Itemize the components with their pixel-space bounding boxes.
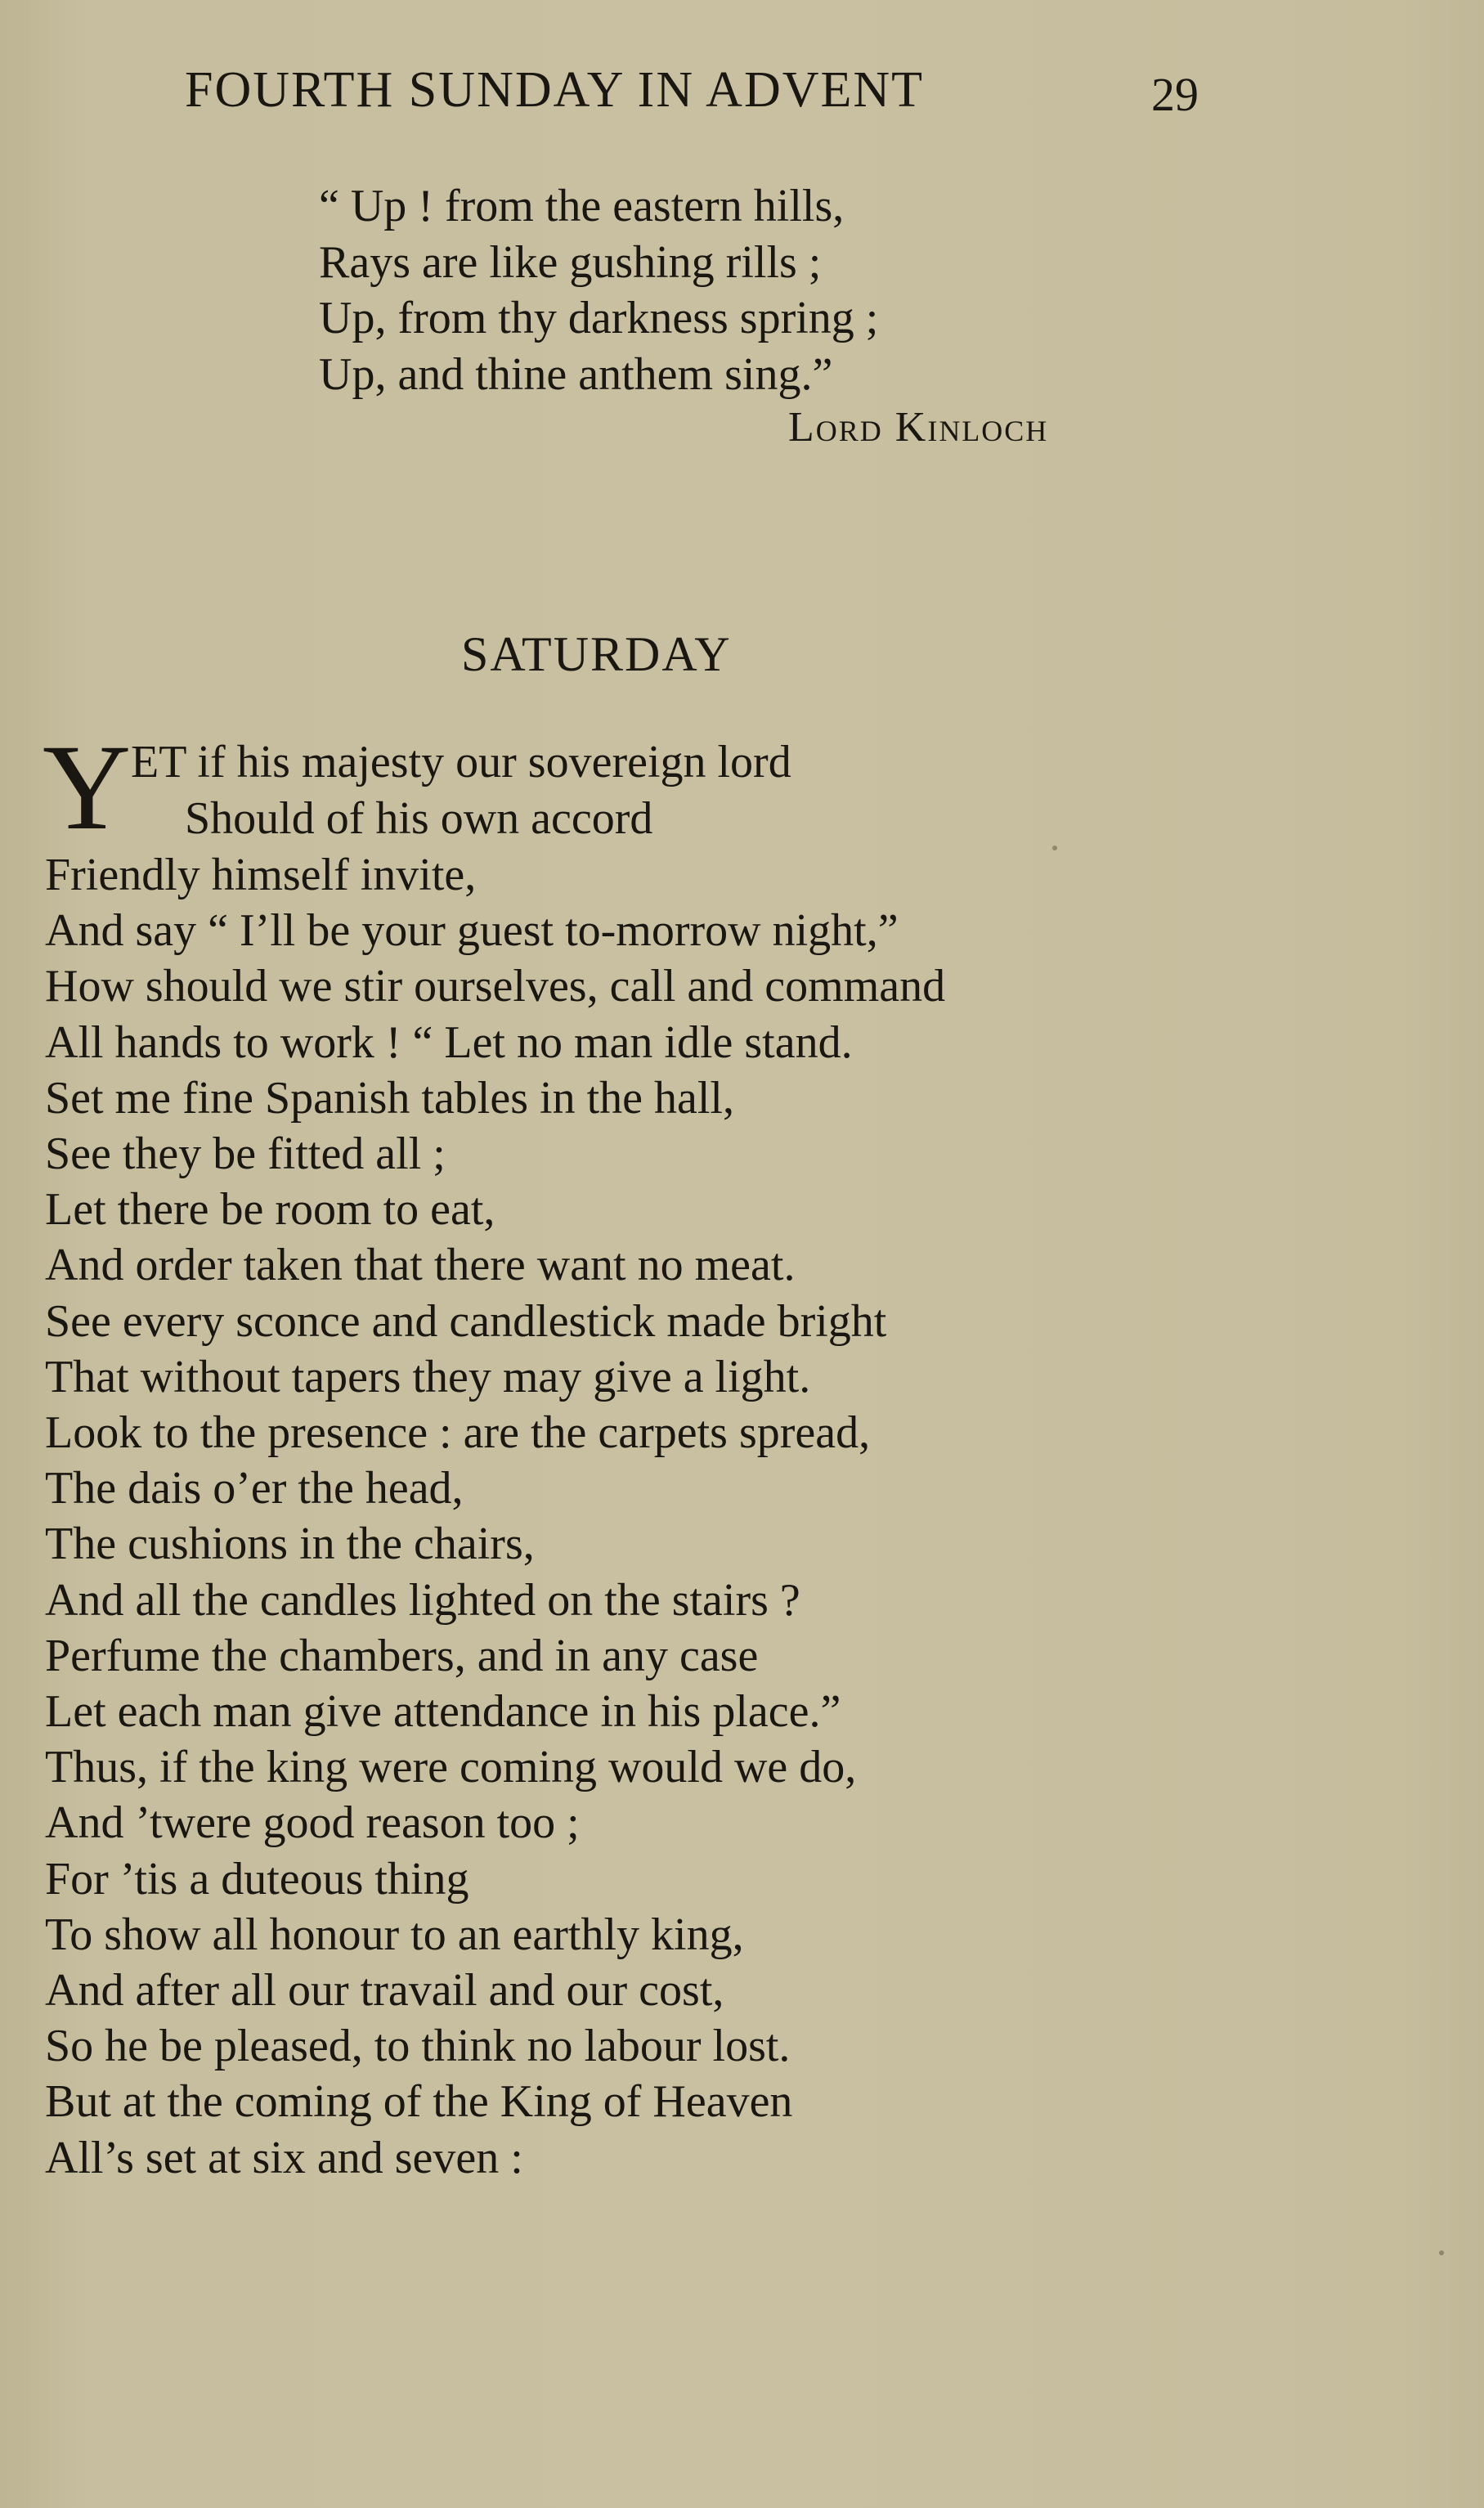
poem-line: And ’twere good reason too ; [45, 1797, 580, 1849]
poem-line: Friendly himself invite, [45, 850, 477, 900]
poem-line: Look to the presence : are the carpets spread, [45, 1407, 871, 1459]
stanza-line: Up, and thine anthem sing.” [319, 348, 833, 400]
paper-speck [1439, 2250, 1444, 2255]
poem-line: Thus, if the king were coming would we do, [45, 1742, 857, 1793]
opening-stanza [319, 178, 1218, 402]
poem-line: To show all honour to an earthly king, [45, 1909, 744, 1960]
poem-body [45, 847, 1353, 2186]
running-head [0, 57, 1484, 123]
poem-line: For ’tis a duteous thing [45, 1853, 469, 1905]
poem-opening [131, 734, 1194, 846]
poem-line: Let there be room to eat, [45, 1184, 495, 1236]
poem-line: Perfume the chambers, and in any case [45, 1630, 759, 1681]
poem-line: That without tapers they may give a light. [45, 1351, 811, 1402]
poem-line: And say “ I’ll be your guest to-morrow night,” [45, 905, 899, 957]
poem-line: So he be pleased, to think no labour lost. [45, 2021, 791, 2072]
poem-line: Should of his own accord [185, 792, 653, 844]
poem-line: The cushions in the chairs, [45, 1519, 535, 1570]
section-heading: SATURDAY [461, 627, 732, 681]
stanza-line: Up, from thy darkness spring ; [319, 293, 879, 343]
poem-line: Let each man give attendance in his place.” [45, 1686, 841, 1738]
poem-line: And all the candles lighted on the stairs ? [45, 1574, 800, 1626]
poem-line: And after all our travail and our cost, [45, 1965, 724, 2017]
poem-line: See they be fitted all ; [45, 1128, 446, 1180]
poem-line: Set me fine Spanish tables in the hall, [45, 1072, 734, 1124]
drop-cap: Y [43, 720, 132, 855]
poem-line: See every sconce and candlestick made bright [45, 1295, 887, 1347]
poem-line: How should we stir ourselves, call and command [45, 961, 946, 1012]
attribution: Lord Kinloch [788, 404, 1049, 451]
stanza-line: Rays are like gushing rills ; [319, 236, 822, 288]
poem-line: ET if his majesty our sovereign lord [131, 737, 791, 787]
poem-line: And order taken that there want no meat. [45, 1240, 796, 1291]
poem-line: All’s set at six and seven : [45, 2132, 523, 2183]
paper-speck [1052, 846, 1057, 850]
running-title: FOURTH SUNDAY IN ADVENT [185, 62, 925, 118]
poem-line: The dais o’er the head, [45, 1463, 464, 1514]
page-number: 29 [1151, 68, 1199, 121]
stanza-line: “ Up ! from the eastern hills, [319, 181, 845, 231]
poem-line: But at the coming of the King of Heaven [45, 2076, 793, 2128]
poem-line: All hands to work ! “ Let no man idle stand. [45, 1016, 853, 1068]
